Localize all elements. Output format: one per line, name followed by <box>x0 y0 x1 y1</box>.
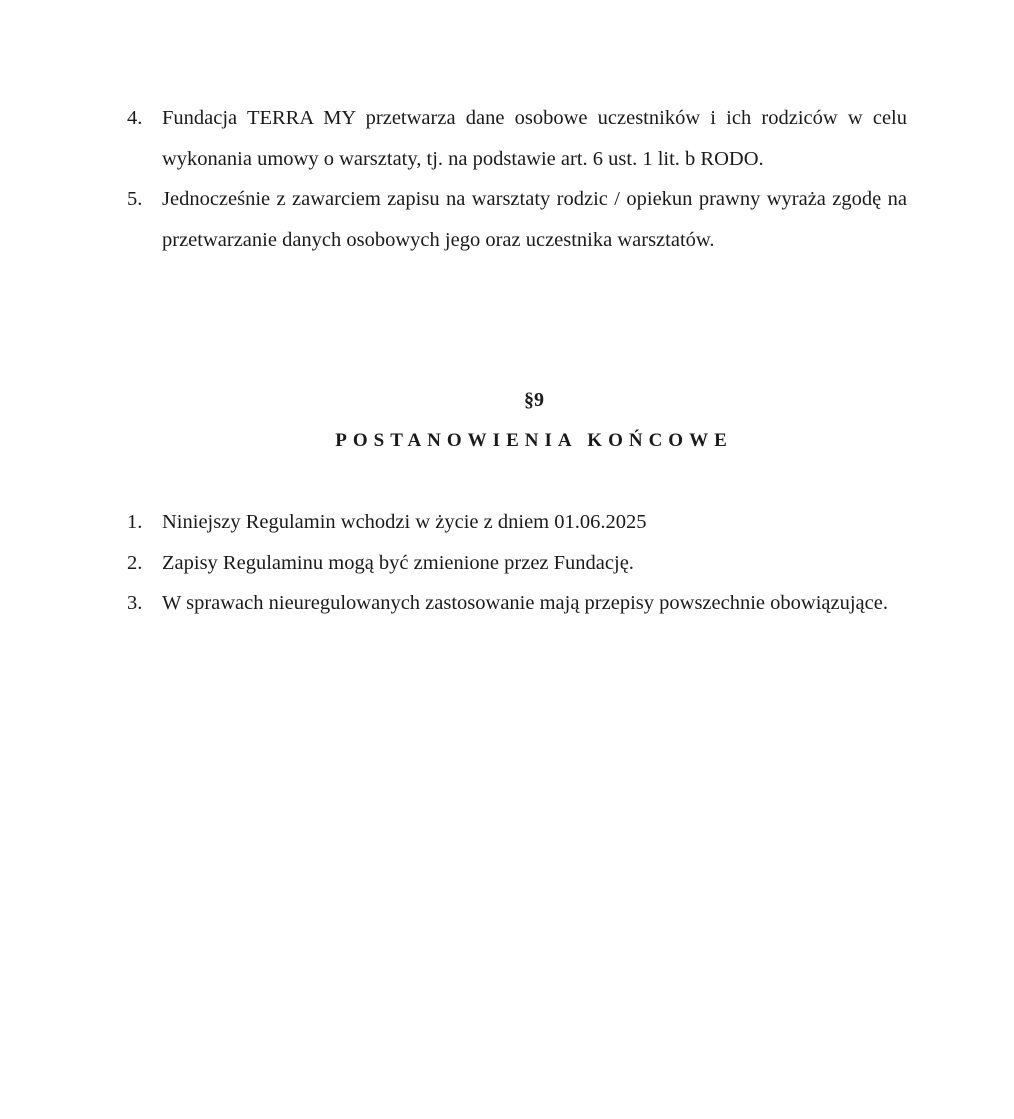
list-item <box>127 179 907 260</box>
list-item-number: 5. <box>127 188 143 210</box>
list-item-number: 1. <box>127 511 143 533</box>
list-item <box>127 98 907 179</box>
section-number: §9 <box>524 389 544 411</box>
numbered-list-final-provisions <box>127 502 907 624</box>
list-item-text: Jednocześnie z zawarciem zapisu na warsztaty rodzic / opiekun prawny wyraża zgodę na przetwarzanie danych osobowych jego oraz uczestnika warsztatów. <box>162 188 907 251</box>
list-item-text: Niniejszy Regulamin wchodzi w życie z dniem 01.06.2025 <box>162 511 647 533</box>
section-title: POSTANOWIENIA KOŃCOWE <box>335 430 733 451</box>
list-item-number: 2. <box>127 551 143 574</box>
list-item <box>127 543 907 584</box>
list-item <box>127 583 907 624</box>
list-item-number: 3. <box>127 592 143 614</box>
list-item-number: 4. <box>127 107 143 129</box>
list-item <box>127 502 907 543</box>
list-item-text: Fundacja TERRA MY przetwarza dane osobowe uczestników i ich rodziców w celu wykonania umowy o warsztaty, tj. na podstawie art. 6 ust. 1 lit. b RODO. <box>162 107 907 170</box>
numbered-list-data-processing <box>127 98 907 260</box>
list-item-text: Zapisy Regulaminu mogą być zmienione przez Fundację. <box>162 551 634 574</box>
list-item-text: W sprawach nieuregulowanych zastosowanie mają przepisy powszechnie obowiązujące. <box>162 592 888 614</box>
